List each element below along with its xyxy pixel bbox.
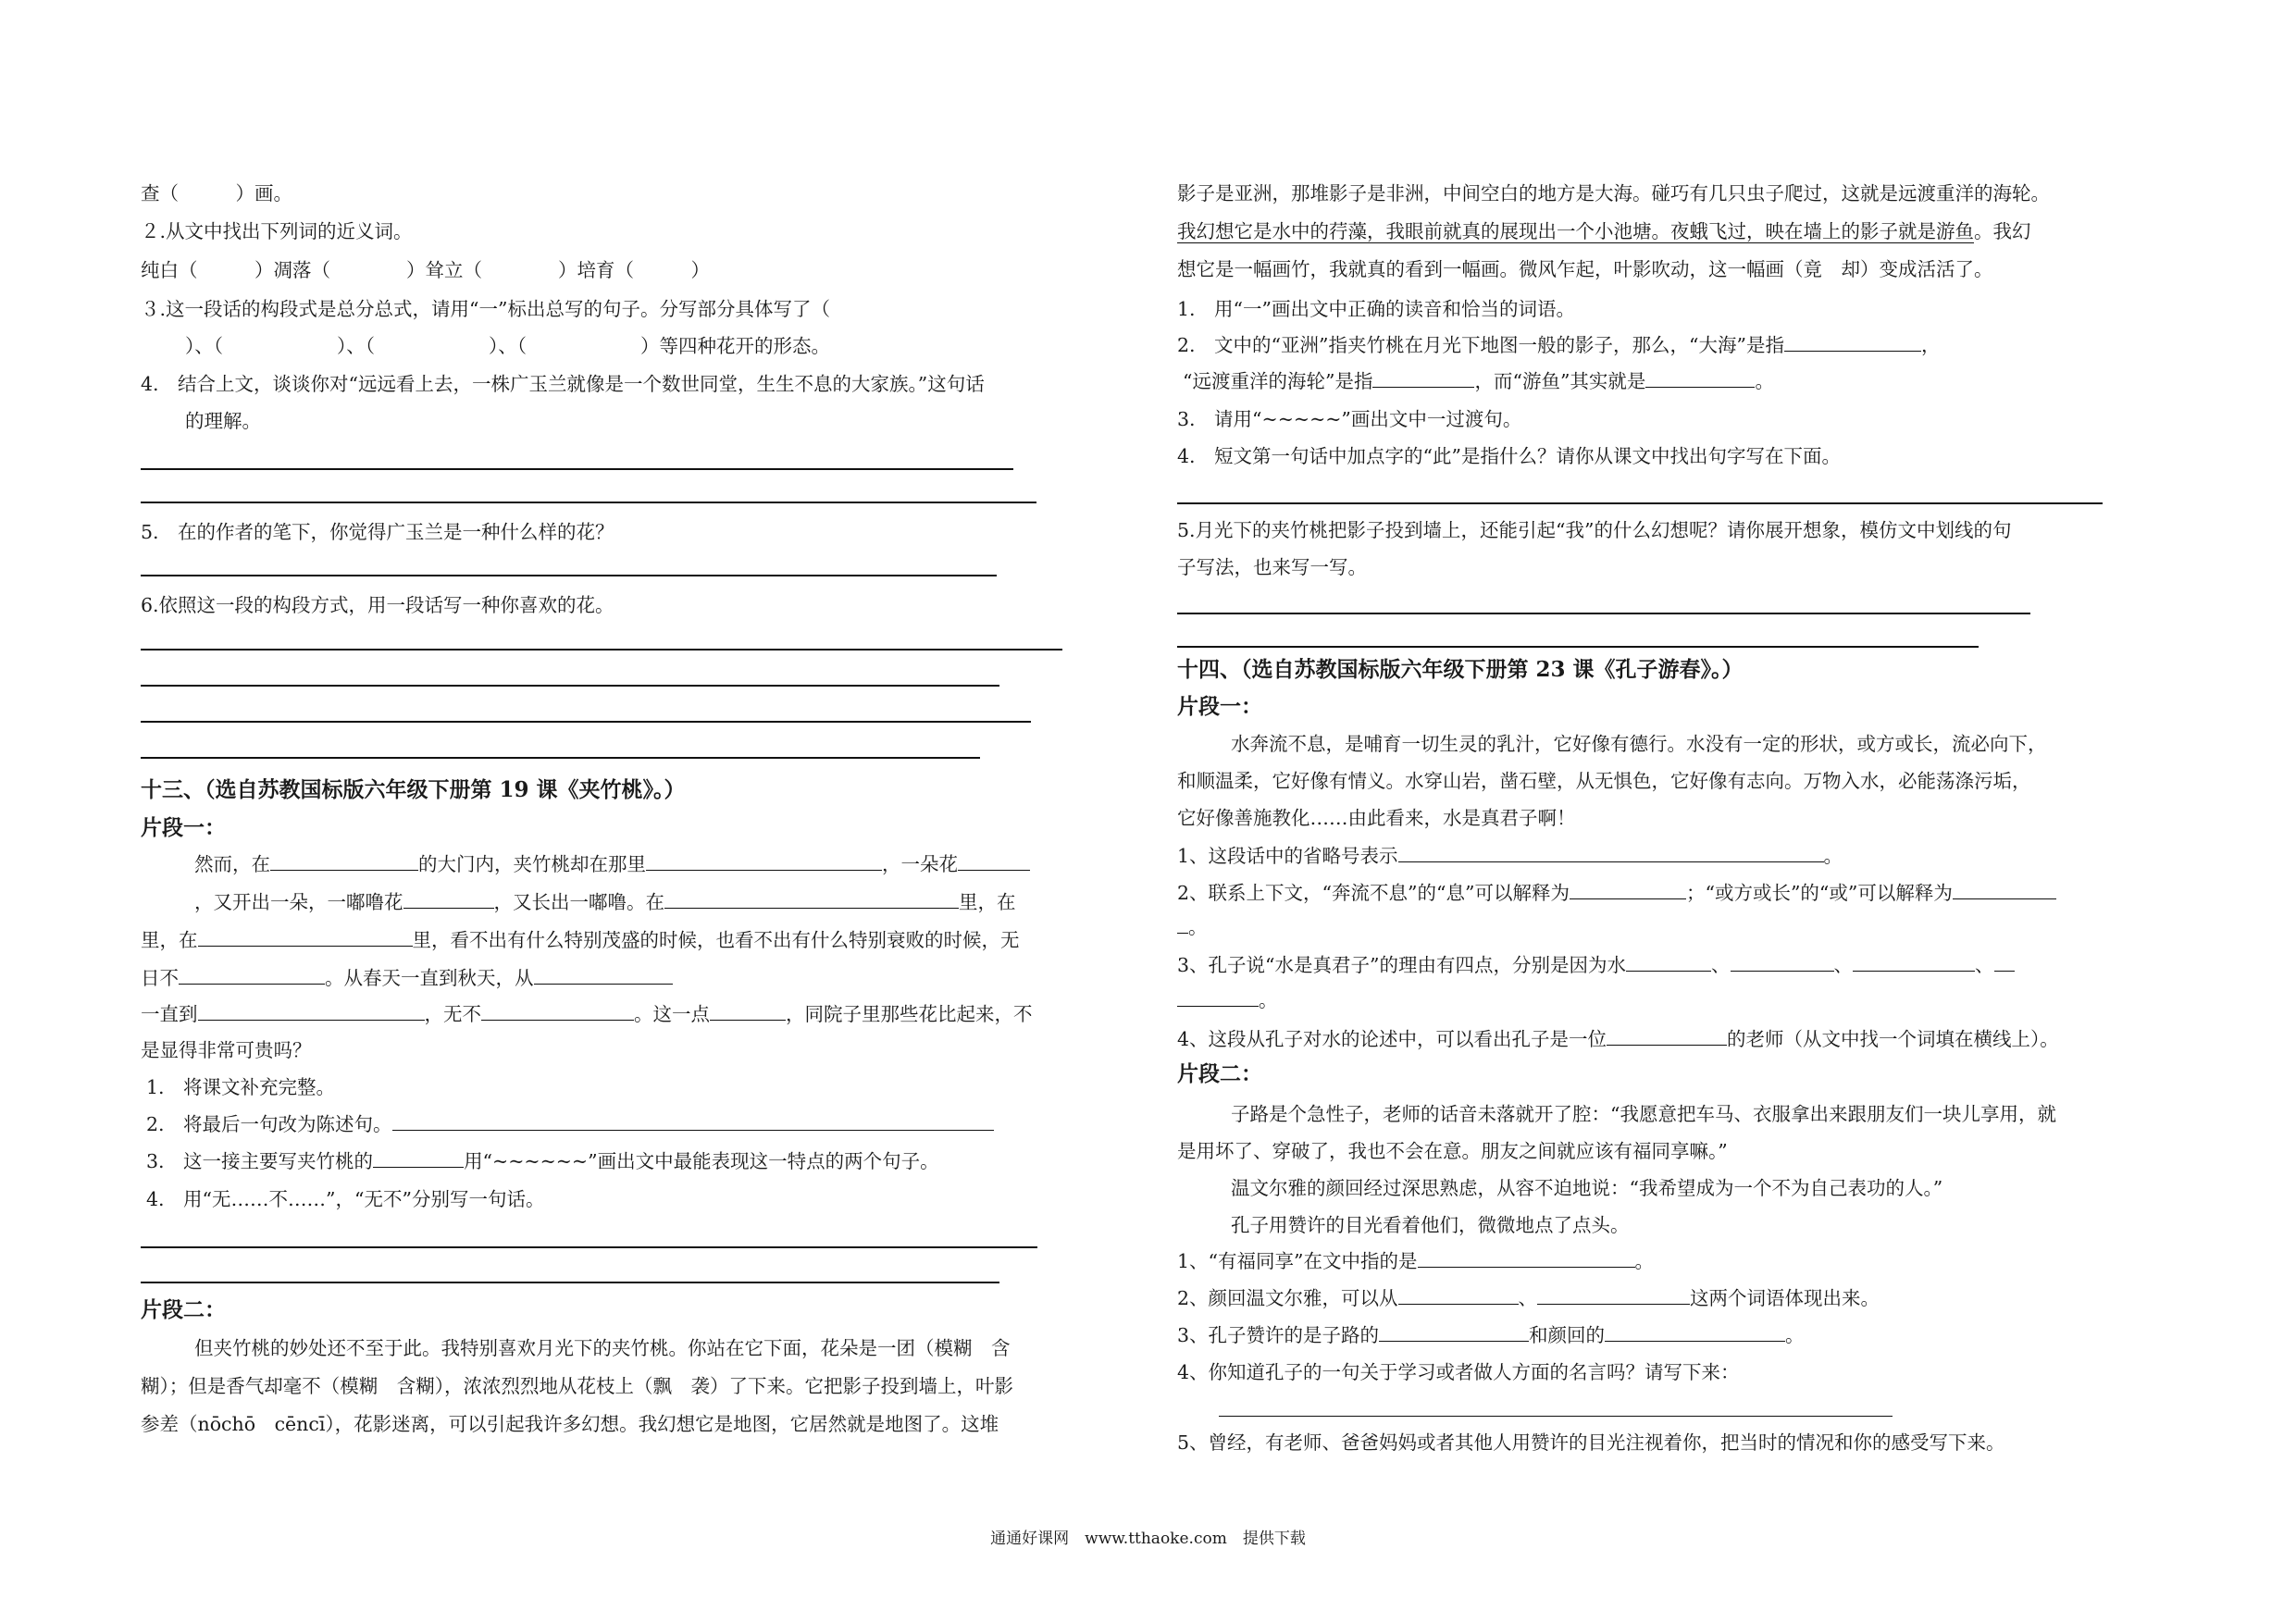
passage-line: 里，在 里，看不出有什么特别茂盛的时候，也看不出有什么特别衰败的时候，无 [141,929,1020,951]
fill-blank[interactable] [481,1003,634,1021]
fill-blank[interactable] [403,891,494,909]
fill-blank[interactable] [1379,1324,1529,1342]
fill-blank[interactable] [664,891,959,909]
fill-blank[interactable] [1398,845,1824,862]
question-1: 1、“有福同享”在文中指的是 。 [1177,1250,1655,1272]
passage-line: 我幻想它是水中的荇藻，我眼前就真的展现出一个小池塘。夜蛾飞过，映在墙上的影子就是游鱼。我幻 [1177,220,2031,242]
question-5: 5、曾经，有老师、爸爸妈妈或者其他人用赞许的目光注视着你，把当时的情况和你的感受写下来。 [1177,1431,2005,1454]
fill-blank[interactable] [646,853,882,871]
fill-blank[interactable] [958,853,1030,871]
passage-line: 糊）；但是香气却毫不（模糊 含糊），浓浓烈烈地从花枝上（飘 袭）了下来。它把影子投到墙上，叶影 [141,1375,1013,1397]
answer-line[interactable] [141,757,980,759]
answer-line[interactable] [141,468,1013,470]
fill-blank[interactable] [1605,1324,1785,1342]
fragment-2-heading: 片段二： [1177,1061,1262,1086]
answer-line[interactable] [141,649,1062,650]
answer-line[interactable] [141,1246,1037,1248]
question-4-cont: 的理解。 [185,410,261,432]
fill-blank[interactable] [1372,370,1474,388]
question-3-cont: ）、（ ）、（ ）、（ ）等四种花开的形态。 [185,335,830,357]
fill-blank[interactable] [1953,882,2056,899]
passage-line: 参差（nōchō cēncī），花影迷离，可以引起我许多幻想。我幻想它是地图，它居然就是地图了。这堆 [141,1413,999,1435]
question-3: ３.这一段话的构段式是总分总式，请用“一”标出总写的句子。分写部分具体写了（ [141,298,830,320]
fill-blank[interactable] [1418,1250,1635,1268]
fill-blank[interactable] [1177,989,1259,1007]
fill-blank[interactable] [1626,954,1711,972]
passage-line: 但夹竹桃的妙处还不至于此。我特别喜欢月光下的夹竹桃。你站在它下面，花朵是一团（模糊 含 [194,1337,1011,1359]
passage-line: 然而，在 的大门内，夹竹桃却在那里 ，一朵花 [194,852,1030,876]
fill-blank[interactable] [373,1150,464,1168]
fill-blank[interactable] [179,967,325,985]
fill-blank[interactable] [1537,1287,1690,1305]
passage-line: 它好像善施教化……由此看来，水是真君子啊！ [1177,807,1576,829]
task-1: 1. 用“一”画出文中正确的读音和恰当的词语。 [1177,298,1576,320]
text-line: 查（ ）画。 [141,182,292,204]
question-5: 5. 在的作者的笔下，你觉得广玉兰是一种什么样的花？ [141,521,614,543]
answer-line[interactable] [1219,1416,1893,1417]
fill-blank[interactable] [1784,334,1921,352]
question-2: ２.从文中找出下列词的近义词。 [141,220,413,242]
passage-line: 影子是亚洲，那堆影子是非洲，中间空白的地方是大海。碰巧有几只虫子爬过，这就是远渡重洋的海轮。 [1177,182,2050,204]
fill-blank[interactable] [270,853,418,871]
fragment-1-heading: 片段一： [1177,694,1262,719]
fill-blank[interactable] [1398,1287,1519,1305]
fill-blank[interactable] [1994,954,2015,972]
passage-line: 是显得非常可贵吗？ [141,1039,312,1061]
task-5-cont: 子写法，也来写一写。 [1177,556,1367,578]
task-3: 3. 这一接主要写夹竹桃的 用“~~~~~~”画出文中最能表现这一特点的两个句子。 [146,1150,939,1172]
fragment-1-heading: 片段一： [141,815,226,840]
fill-blank[interactable] [1177,916,1188,934]
passage-line: 水奔流不息，是哺育一切生灵的乳汁，它好像有德行。水没有一定的形状，或方或长，流必向下， [1231,733,2047,755]
fill-blank[interactable] [710,1003,786,1021]
fill-blank[interactable] [198,1003,425,1021]
answer-line[interactable] [141,502,1036,503]
passage-line: 是用坏了、穿破了，我也不会在意。朋友之间就应该有福同享嘛。” [1177,1140,1728,1162]
passage-line: 子路是个急性子，老师的话音未落就开了腔：“我愿意把车马、衣服拿出来跟朋友们一块儿享用，就 [1231,1103,2056,1125]
answer-line[interactable] [1177,613,2030,614]
question-2: 2、颜回温文尔雅，可以从 、 这两个词语体现出来。 [1177,1287,1880,1309]
question-1: 1、这段话中的省略号表示 。 [1177,845,1843,867]
question-3-cont: 。 [1177,988,1278,1012]
task-2: 2. 将最后一句改为陈述句。 [146,1112,994,1136]
task-3: 3. 请用“~~~~~”画出文中一过渡句。 [1177,408,1522,430]
task-2: 2. 文中的“亚洲”指夹竹桃在月光下地图一般的影子，那么，“大海”是指 ， [1177,334,1941,356]
passage-line: 孔子用赞许的目光看着他们，微微地点了点头。 [1231,1214,1630,1236]
fill-blank[interactable] [1607,1028,1727,1046]
passage-line: 一直到 ，无不 。这一点 ，同院子里那些花比起来，不 [141,1003,1033,1025]
task-4: 4. 短文第一句话中加点字的“此”是指什么？请你从课文中找出句字写在下面。 [1177,445,1842,467]
question-2: 2、联系上下文，“奔流不息”的“息”可以解释为 ；“或方或长”的“或”可以解释为 [1177,881,2056,905]
answer-line[interactable] [141,721,1031,723]
underlined-sentence: 我幻想它是水中的荇藻，我眼前就真的展现出一个小池塘。夜蛾飞过，映在墙上的影子就是游鱼 [1177,220,1974,242]
fill-blank[interactable] [198,929,413,947]
question-4: 4、你知道孔子的一句关于学习或者做人方面的名言吗？请写下来： [1177,1361,1740,1383]
question-6: 6.依照这一段的构段方式，用一段话写一种你喜欢的花。 [141,594,614,616]
footer-credit: 通通好课网 www.tthaoke.com 提供下载 [990,1530,1306,1548]
task-2-cont: “远渡重洋的海轮”是指 ，而“游鱼”其实就是 。 [1183,370,1774,392]
answer-line[interactable] [141,1282,999,1283]
question-2-cont: 。 [1177,915,1208,939]
fill-blank[interactable] [534,967,673,985]
synonym-blanks: 纯白（ ）凋落（ ）耸立（ ）培育（ ） [141,259,710,281]
fragment-2-heading: 片段二： [141,1297,226,1322]
answer-line[interactable] [141,575,997,576]
fill-blank[interactable] [1570,882,1686,899]
passage-line: 日不 。从春天一直到秋天，从 [141,966,673,990]
task-4: 4. 用“无……不……”，“无不”分别写一句话。 [146,1188,545,1210]
section-13-heading: 十三、（选自苏教国标版六年级下册第 19 课《夹竹桃》。） [141,777,686,802]
passage-line: ，又开出一朵，一嘟噜花 ，又长出一嘟噜。在 里，在 [194,891,1016,913]
fill-blank[interactable] [1731,954,1834,972]
fill-blank[interactable] [1853,954,1975,972]
question-3: 3、孔子说“水是真君子”的理由有四点，分别是因为水 、 、 、 [1177,953,2015,977]
passage-line: 温文尔雅的颜回经过深思熟虑，从容不迫地说：“我希望成为一个不为自己表功的人。” [1231,1177,1943,1199]
answer-blank[interactable] [392,1113,994,1131]
question-4: 4、这段从孔子对水的论述中，可以看出孔子是一位 的老师（从文中找一个词填在横线上）。 [1177,1028,2059,1050]
task-5: 5.月光下的夹竹桃把影子投到墙上，还能引起“我”的什么幻想呢？请你展开想象，模仿文中划线的句 [1177,519,2012,541]
answer-line[interactable] [1177,502,2103,504]
question-3: 3、孔子赞许的是子路的 和颜回的 。 [1177,1324,1805,1346]
question-4: 4. 结合上文，谈谈你对“远远看上去，一株广玉兰就像是一个数世同堂，生生不息的大家族。”这句话 [141,373,985,395]
passage-line: 想它是一幅画竹，我就真的看到一幅画。微风乍起，叶影吹动，这一幅画（竟 却）变成活活了。 [1177,258,1993,280]
task-1: 1. 将课文补充完整。 [146,1076,336,1098]
section-14-heading: 十四、（选自苏教国标版六年级下册第 23 课《孔子游春》。） [1177,657,1744,682]
fill-blank[interactable] [1645,370,1755,388]
answer-line[interactable] [1177,646,1979,648]
passage-line: 和顺温柔，它好像有情义。水穿山岩，凿石壁，从无惧色，它好像有志向。万物入水，必能荡涤污垢， [1177,770,2031,792]
answer-line[interactable] [141,685,999,687]
